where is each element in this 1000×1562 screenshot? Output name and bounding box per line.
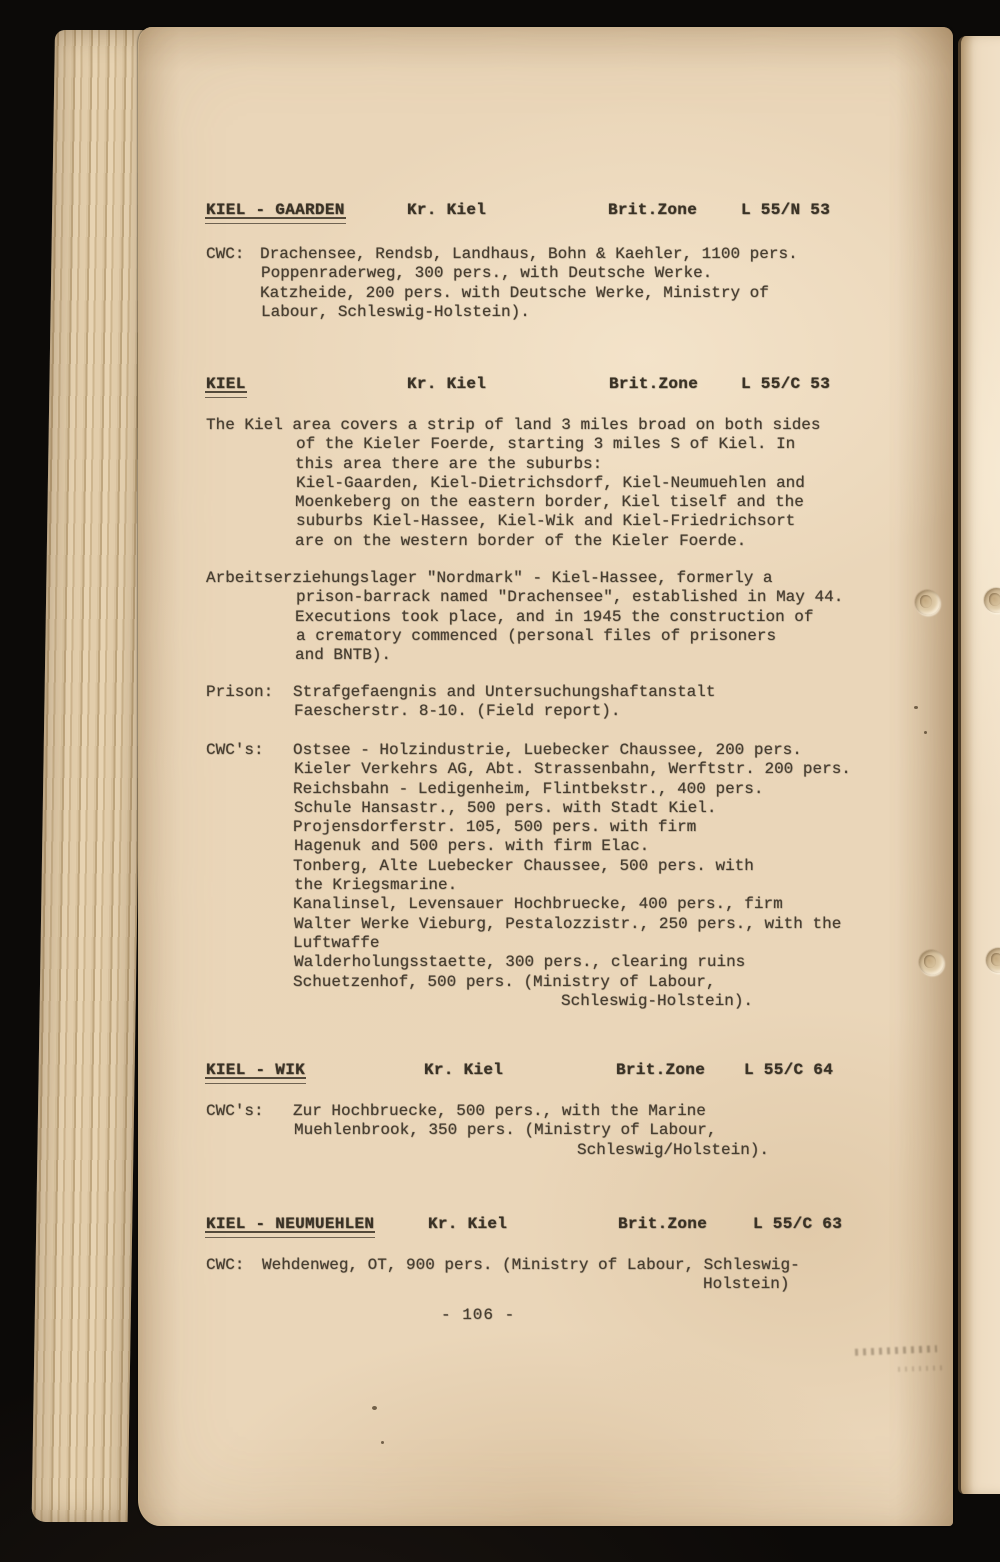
entry-cwc-neumuehlen xyxy=(206,1256,800,1295)
text-line: Luftwaffe xyxy=(293,933,380,952)
text-line: Executions took place, and in 1945 the construction of xyxy=(295,607,814,626)
section-title: KIEL xyxy=(206,375,246,393)
text-line: Walderholungsstaette, 300 pers., clearing ruins xyxy=(294,953,746,972)
entry-prison-kiel xyxy=(206,683,715,722)
section-zone: Brit.Zone xyxy=(618,1215,708,1233)
text-line: of the Kieler Foerde, starting 3 miles S of Kiel. In xyxy=(296,435,796,454)
section-header-kiel xyxy=(0,375,1000,399)
section-header-kiel-neumuehlen xyxy=(0,1215,1000,1239)
text-line: Faescherstr. 8-10. (Field report). xyxy=(294,702,621,721)
entry-label: CWC's: xyxy=(206,741,264,759)
text-line: Arbeitserziehungslager "Nordmark" - Kiel-Hassee, formerly a xyxy=(206,569,773,587)
text-line: Schuetzenhof, 500 pers. (Ministry of Labour, xyxy=(293,972,716,991)
text-line: suburbs Kiel-Hassee, Kiel-Wik and Kiel-Friedrichsort xyxy=(296,512,796,531)
text-line: Kanalinsel, Levensauer Hochbruecke, 400 pers., firm xyxy=(293,895,783,914)
text-line: the Kriegsmarine. xyxy=(294,876,458,895)
section-zone: Brit.Zone xyxy=(608,201,698,219)
section-title: KIEL - GAARDEN xyxy=(206,201,345,219)
section-kreis: Kr. Kiel xyxy=(424,1061,504,1079)
section-kreis: Kr. Kiel xyxy=(407,375,487,393)
entry-label: Prison: xyxy=(206,683,274,701)
section-zone: Brit.Zone xyxy=(616,1061,706,1079)
section-kreis: Kr. Kiel xyxy=(407,201,487,219)
section-title: KIEL - WIK xyxy=(206,1061,306,1079)
text-line: Projensdorferstr. 105, 500 pers. with firm xyxy=(293,818,697,837)
text-line: Drachensee, Rendsb, Landhaus, Bohn & Kaehler, 1100 pers. xyxy=(260,245,798,263)
text-line: Holstein) xyxy=(703,1275,790,1294)
section-grid: L 55/C 64 xyxy=(744,1061,834,1079)
text-line: Schule Hansastr., 500 pers. with Stadt Kiel. xyxy=(294,798,717,817)
text-line: Walter Werke Vieburg, Pestalozzistr., 250 pers., with the xyxy=(294,914,842,933)
text-line: are on the western border of the Kieler Foerde. xyxy=(295,531,747,550)
section-title: KIEL - NEUMUEHLEN xyxy=(206,1215,375,1233)
text-line: The Kiel area covers a strip of land 3 miles broad on both sides xyxy=(206,416,821,434)
section-header-kiel-wik xyxy=(0,1061,1000,1085)
entry-label: CWC: xyxy=(206,245,245,263)
nordmark-camp-note xyxy=(206,569,842,665)
entry-cwc-gaarden xyxy=(206,245,798,322)
section-grid: L 55/C 63 xyxy=(753,1215,843,1233)
text-line: Wehdenweg, OT, 900 pers. (Ministry of Labour, Schleswig- xyxy=(262,1256,800,1274)
text-line: Tonberg, Alte Luebecker Chaussee, 500 pers. with xyxy=(293,856,754,875)
section-header-kiel-gaarden xyxy=(0,201,1000,225)
text-line: Katzheide, 200 pers. with Deutsche Werke, Ministry of xyxy=(260,283,769,302)
entry-label: CWC's: xyxy=(206,1102,264,1120)
section-kreis: Kr. Kiel xyxy=(428,1215,508,1233)
text-line: Kieler Verkehrs AG, Abt. Strassenbahn, Werftstr. 200 pers. xyxy=(294,760,851,779)
text-line: Hagenuk and 500 pers. with firm Elac. xyxy=(294,837,650,856)
text-line: Strafgefaengnis and Untersuchungshaftanstalt xyxy=(293,683,716,701)
text-line: Kiel-Gaarden, Kiel-Dietrichsdorf, Kiel-Neumuehlen and xyxy=(296,473,805,492)
text-line: Poppenraderweg, 300 pers., with Deutsche Werke. xyxy=(261,264,713,283)
text-line: Schleswig/Holstein). xyxy=(577,1140,770,1159)
kiel-area-description xyxy=(206,416,821,551)
text-line: Ostsee - Holzindustrie, Luebecker Chaussee, 200 pers. xyxy=(293,741,802,759)
entry-cwcs-kiel xyxy=(206,741,850,1011)
text-line: prison-barrack named "Drachensee", established in May 44. xyxy=(296,588,844,607)
text-line: Muehlenbrook, 350 pers. (Ministry of Labour, xyxy=(294,1121,717,1140)
section-grid: L 55/C 53 xyxy=(741,375,831,393)
entry-cwcs-wik xyxy=(206,1102,769,1160)
text-line: and BNTB). xyxy=(295,646,392,665)
section-grid: L 55/N 53 xyxy=(741,201,831,219)
text-line: a crematory commenced (personal files of prisoners xyxy=(296,626,777,645)
text-line: Zur Hochbruecke, 500 pers., with the Marine xyxy=(293,1102,706,1120)
page-number: - 106 - xyxy=(441,1306,516,1324)
text-line: this area there are the suburbs: xyxy=(295,454,603,473)
text-line: Schleswig-Holstein). xyxy=(561,991,754,1010)
text-line: Moenkeberg on the eastern border, Kiel tiself and the xyxy=(295,493,804,512)
entry-label: CWC: xyxy=(206,1256,245,1274)
text-line: Reichsbahn - Ledigenheim, Flintbekstr., 400 pers. xyxy=(293,779,764,798)
text-line: Labour, Schleswig-Holstein). xyxy=(261,302,530,321)
section-zone: Brit.Zone xyxy=(609,375,699,393)
